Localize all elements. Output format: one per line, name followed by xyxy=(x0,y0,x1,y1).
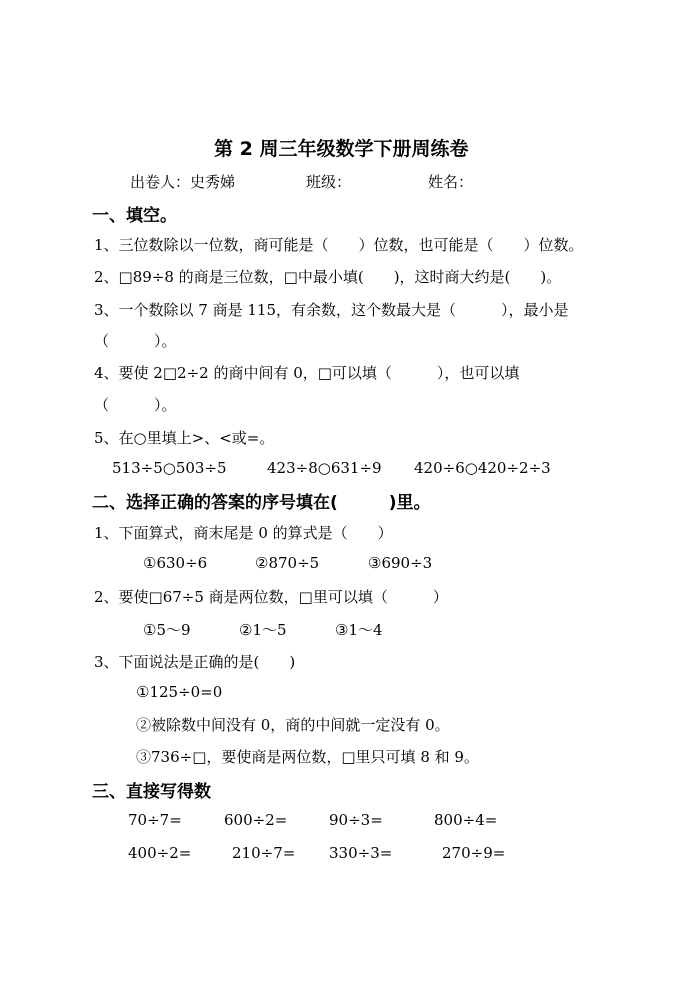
s2-q3-option-1: ①125÷0=0 xyxy=(136,683,223,701)
s3-row2-item-3: 330÷3= xyxy=(329,844,393,862)
s1-question-1: 1、三位数除以一位数，商可能是（ ）位数，也可能是（ ）位数。 xyxy=(94,236,584,254)
author-label: 出卷人：史秀娣 xyxy=(130,173,236,191)
name-label: 姓名： xyxy=(428,173,474,191)
section-1-heading: 一、填空。 xyxy=(92,206,177,226)
s2-q1-option-3: ③690÷3 xyxy=(368,554,433,572)
s2-q2-option-1: ①5～9 xyxy=(143,621,191,639)
s1-question-3a: 3、一个数除以 7 商是 115，有余数，这个数最大是（ ），最小是 xyxy=(94,301,569,319)
s2-q2-option-3: ③1～4 xyxy=(335,621,383,639)
s3-row2-item-1: 400÷2= xyxy=(128,844,192,862)
s2-q1-option-2: ②870÷5 xyxy=(255,554,320,572)
section-2-heading: 二、选择正确的答案的序号填在( )里。 xyxy=(92,493,431,513)
s1-q5-item-2: 423÷8○631÷9 xyxy=(267,459,382,477)
s3-row1-item-2: 600÷2= xyxy=(224,811,288,829)
s2-question-2: 2、要使□67÷5 商是两位数，□里可以填（ ） xyxy=(94,588,448,606)
s2-q3-option-2: ②被除数中间没有 0，商的中间就一定没有 0。 xyxy=(136,716,450,734)
s3-row1-item-1: 70÷7= xyxy=(128,811,182,829)
s2-question-1: 1、下面算式，商末尾是 0 的算式是（ ） xyxy=(94,524,393,542)
s2-question-3: 3、下面说法是正确的是( ) xyxy=(94,653,296,671)
s1-q5-item-1: 513÷5○503÷5 xyxy=(112,459,227,477)
section-3-heading: 三、直接写得数 xyxy=(92,782,211,802)
s2-q2-option-2: ②1～5 xyxy=(239,621,287,639)
s2-q3-option-3: ③736÷□，要使商是两位数，□里只可填 8 和 9。 xyxy=(136,748,479,766)
s1-question-4b: （ ）。 xyxy=(94,396,177,414)
s3-row2-item-4: 270÷9= xyxy=(442,844,506,862)
s1-question-5: 5、在○里填上>、<或=。 xyxy=(94,429,275,447)
s1-question-4a: 4、要使 2□2÷2 的商中间有 0，□可以填（ ），也可以填 xyxy=(94,364,520,382)
class-label: 班级： xyxy=(306,173,352,191)
s3-row1-item-3: 90÷3= xyxy=(329,811,383,829)
s2-q1-option-1: ①630÷6 xyxy=(143,554,208,572)
s1-q5-item-3: 420÷6○420÷2÷3 xyxy=(414,459,551,477)
s1-question-3b: （ ）。 xyxy=(94,332,177,350)
page-title: 第 2 周三年级数学下册周练卷 xyxy=(214,138,469,160)
s1-question-2: 2、□89÷8 的商是三位数，□中最小填( )，这时商大约是( )。 xyxy=(94,268,562,286)
s3-row1-item-4: 800÷4= xyxy=(434,811,498,829)
s3-row2-item-2: 210÷7= xyxy=(232,844,296,862)
